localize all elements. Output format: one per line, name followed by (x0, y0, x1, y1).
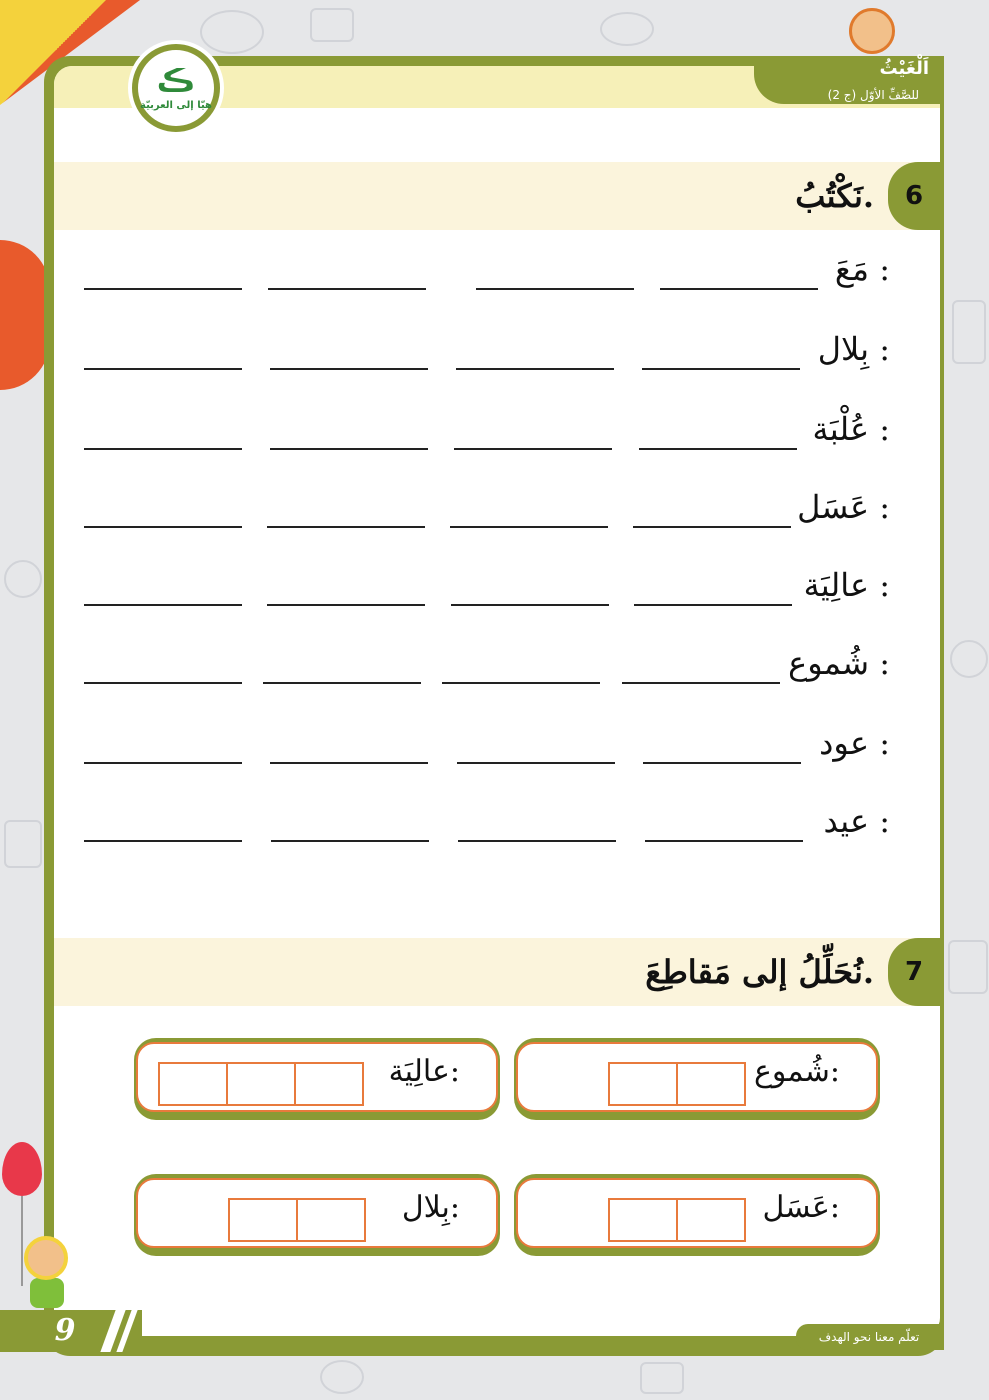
writing-line[interactable] (456, 368, 614, 370)
writing-line[interactable] (270, 368, 428, 370)
child-illustration (849, 8, 895, 54)
syllable-boxes (610, 1198, 746, 1242)
background-doodle (4, 560, 42, 598)
row-word: عَسَل : (797, 488, 890, 526)
syllable-card-body (516, 1042, 878, 1112)
background-doodle (320, 1360, 364, 1394)
writing-line[interactable] (622, 682, 780, 684)
balloon-string (21, 1196, 23, 1286)
writing-line[interactable] (639, 448, 797, 450)
writing-line[interactable] (84, 526, 242, 528)
background-doodle (952, 300, 986, 364)
writing-row (84, 330, 890, 382)
row-word: عالِيَة : (803, 566, 890, 604)
syllable-box[interactable] (296, 1198, 366, 1242)
writing-line[interactable] (476, 288, 634, 290)
writing-row (84, 724, 890, 776)
syllable-box[interactable] (294, 1062, 364, 1106)
writing-line[interactable] (645, 840, 803, 842)
writing-line[interactable] (84, 288, 242, 290)
syllable-card-body (136, 1178, 498, 1248)
row-word: عيد : (823, 802, 890, 840)
writing-line[interactable] (454, 448, 612, 450)
writing-line[interactable] (270, 448, 428, 450)
background-doodle (310, 8, 354, 42)
background-doodle (640, 1362, 684, 1394)
syllable-box[interactable] (228, 1198, 298, 1242)
writing-row (84, 250, 890, 302)
syllable-box[interactable] (676, 1198, 746, 1242)
writing-line[interactable] (84, 448, 242, 450)
row-word: مَعَ : (834, 250, 890, 288)
writing-line[interactable] (634, 604, 792, 606)
syllable-box[interactable] (158, 1062, 228, 1106)
writing-line[interactable] (84, 368, 242, 370)
section-6-header (54, 162, 940, 230)
syllable-box[interactable] (608, 1198, 678, 1242)
writing-line[interactable] (84, 762, 242, 764)
section-number: 6 (888, 162, 940, 230)
writing-line[interactable] (442, 682, 600, 684)
logo-badge (138, 50, 214, 126)
syllable-word: عالِيَة: (388, 1054, 460, 1089)
section-title: نُحَلِّلُ إلى مَقاطِعَ. (645, 953, 874, 991)
syllable-card (514, 1038, 880, 1120)
syllable-card-body (136, 1042, 498, 1112)
syllable-word: عَسَل: (762, 1190, 840, 1225)
syllable-boxes (160, 1062, 364, 1106)
writing-line[interactable] (270, 762, 428, 764)
writing-line[interactable] (268, 288, 426, 290)
writing-line[interactable] (457, 762, 615, 764)
writing-row (84, 802, 890, 854)
syllable-word: بِلال: (401, 1190, 460, 1225)
writing-line[interactable] (450, 526, 608, 528)
writing-line[interactable] (84, 682, 242, 684)
row-word: عود : (819, 724, 890, 762)
writing-line[interactable] (263, 682, 421, 684)
writing-line[interactable] (458, 840, 616, 842)
section-number: 7 (888, 938, 940, 1006)
logo-glyph: ڪ (156, 64, 196, 99)
background-doodle (948, 940, 988, 994)
writing-line[interactable] (271, 840, 429, 842)
writing-line[interactable] (451, 604, 609, 606)
page-number: 9 (54, 1313, 76, 1348)
section-title: نَكْتُبُ. (795, 177, 874, 215)
syllable-box[interactable] (226, 1062, 296, 1106)
writing-line[interactable] (267, 526, 425, 528)
syllable-box[interactable] (608, 1062, 678, 1106)
writing-row (84, 488, 890, 540)
book-subtitle: للصَّفِّ الأوّل (ج 2) (827, 88, 919, 102)
background-doodle (600, 12, 654, 46)
kite-tail-decoration (0, 240, 50, 390)
row-word: عُلْبَة : (812, 410, 890, 448)
writing-line[interactable] (643, 762, 801, 764)
writing-line[interactable] (84, 604, 242, 606)
writing-line[interactable] (642, 368, 800, 370)
writing-row (84, 566, 890, 618)
balloon-illustration (2, 1142, 42, 1196)
syllable-card-body (516, 1178, 878, 1248)
syllable-card (134, 1038, 500, 1120)
syllable-card (514, 1174, 880, 1256)
row-word: شُموع : (788, 644, 890, 682)
section-7-header (54, 938, 940, 1006)
syllable-boxes (610, 1062, 746, 1106)
child-body-illustration (30, 1278, 64, 1308)
background-doodle (950, 640, 988, 678)
syllable-card (134, 1174, 500, 1256)
writing-line[interactable] (633, 526, 791, 528)
book-title: اَلْغَيْثُ (879, 58, 929, 79)
writing-line[interactable] (267, 604, 425, 606)
syllable-boxes (230, 1198, 366, 1242)
logo (128, 30, 228, 140)
child-head-illustration (24, 1236, 68, 1280)
syllable-word: شُموع: (754, 1054, 840, 1089)
footer-slogan: تعلّم معنا نحو الهدف (818, 1330, 920, 1344)
logo-text: هيّا إلى العربيّة (140, 100, 212, 111)
syllable-box[interactable] (676, 1062, 746, 1106)
background-doodle (4, 820, 42, 868)
row-word: بِلال : (817, 330, 890, 368)
writing-line[interactable] (84, 840, 242, 842)
writing-row (84, 644, 890, 696)
writing-row (84, 410, 890, 462)
writing-line[interactable] (660, 288, 818, 290)
